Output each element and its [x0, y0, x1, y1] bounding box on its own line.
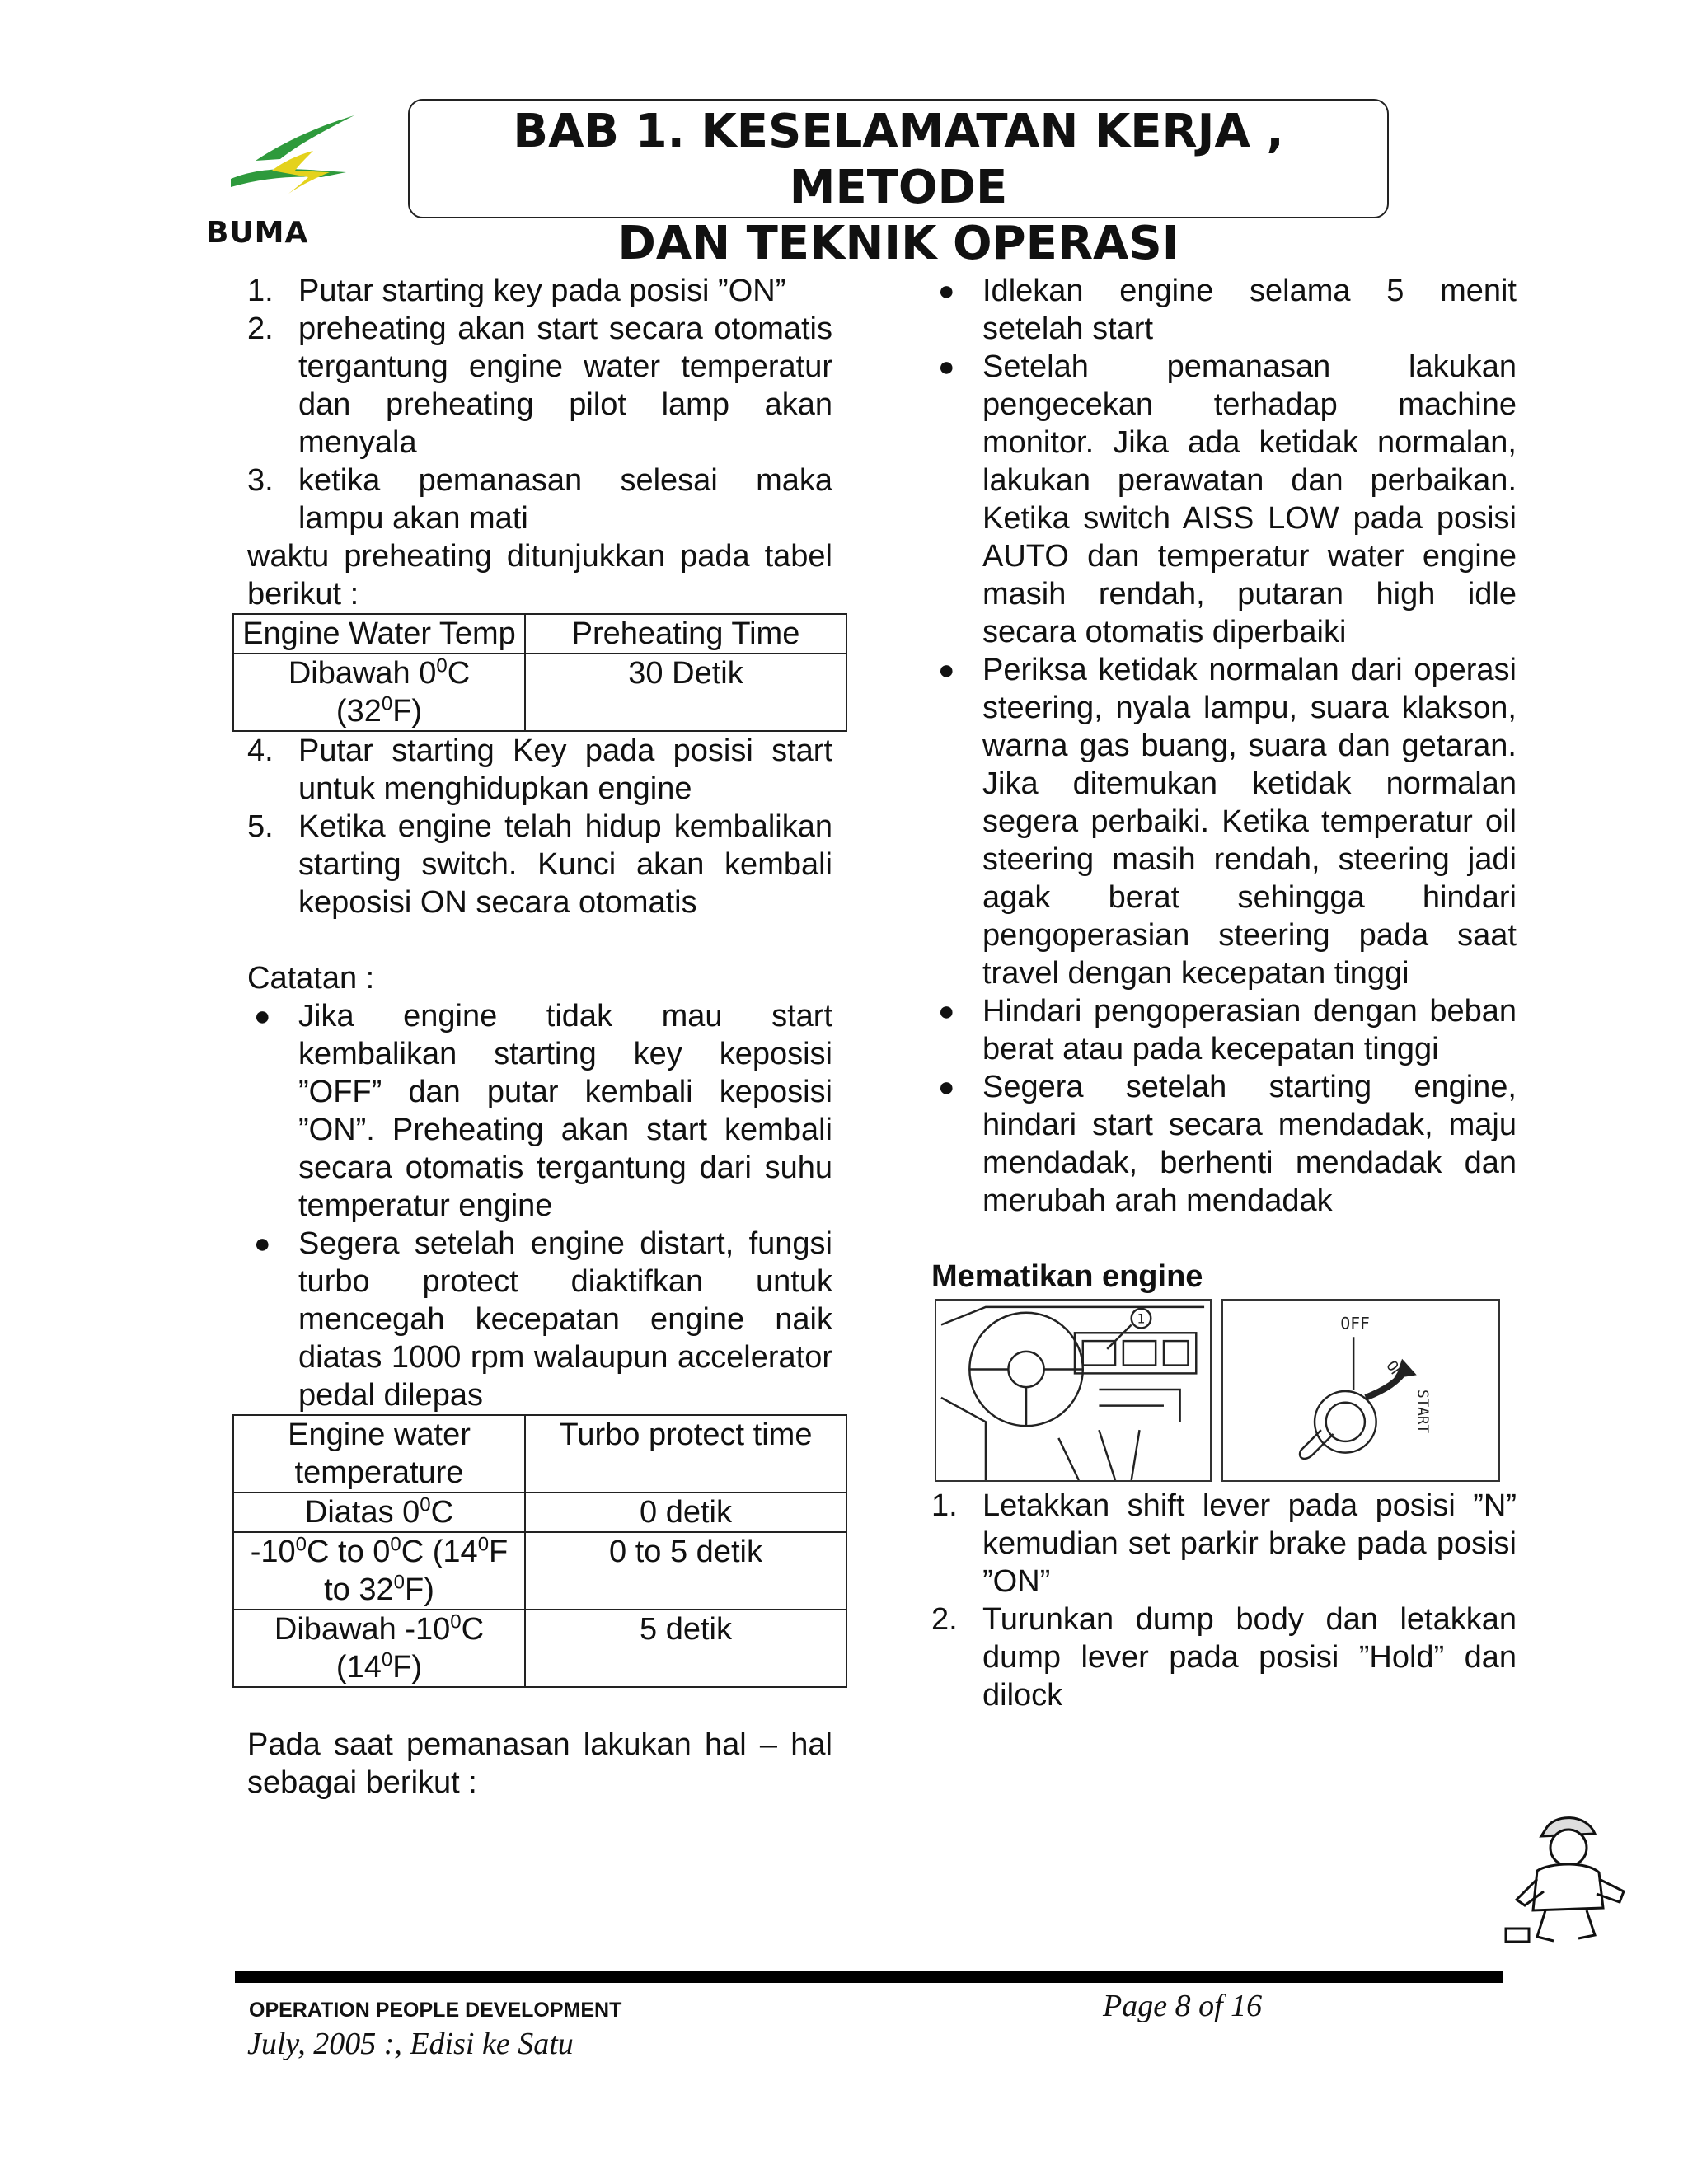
step-text: Letakkan shift lever pada posisi ”N” kemudian set parkir brake pada posisi ”ON” [982, 1488, 1517, 1599]
table-cell: 0 detik [525, 1493, 846, 1532]
bullet-icon: ● [254, 1228, 271, 1259]
right-column [931, 272, 1517, 1714]
table-cell: 30 Detik [525, 654, 846, 731]
step-text: ketika pemanasan selesai maka lampu akan mati [298, 463, 832, 536]
step-number: 2. [247, 312, 274, 346]
bullet-text: Hindari pengoperasian dengan beban berat atau pada kecepatan tinggi [982, 994, 1517, 1066]
bullet-text: Periksa ketidak normalan dari operasi steering, nyala lampu, suara klakson, warna gas buang, suara dan getaran. Jika ditemukan ketidak normalan segera perbaiki. Ketika temperatur oil steering masih rendah, steering jadi agak berat sehingga hindari pengoperasian steering pada saat travel dengan kecepatan tinggi [982, 653, 1517, 991]
step-number: 1. [247, 274, 274, 308]
step-item [931, 1487, 1517, 1601]
brand-name: BUMA [206, 216, 309, 250]
bullet-text: Idlekan engine selama 5 menit setelah start [982, 274, 1517, 346]
bullet-item [931, 992, 1517, 1068]
chapter-title-line-1: BAB 1. KESELAMATAN KERJA , METODE [513, 105, 1284, 214]
note-label: Catatan : [247, 961, 375, 996]
table-header-cell: Engine Water Temp [233, 614, 525, 654]
step-text: Putar starting Key pada posisi start untuk menghidupkan engine [298, 733, 832, 806]
table-header-row [233, 1415, 846, 1493]
note-text: Segera setelah engine distart, fungsi turbo protect diaktifkan untuk mencegah kecepatan engine naik diatas 1000 rpm walaupun accelerator pedal dilepas [298, 1226, 832, 1413]
footer-org: OPERATION PEOPLE DEVELOPMENT [249, 1999, 622, 2022]
left-column [242, 272, 832, 1802]
bullet-item [931, 272, 1517, 348]
step-text: Putar starting key pada posisi ”ON” [298, 274, 786, 308]
step-number: 2. [931, 1602, 958, 1637]
dashboard-illustration-icon [935, 1299, 1212, 1482]
bullet-text: Segera setelah starting engine, hindari start secara mendadak, maju mendadak, berhenti mendadak dan merubah arah mendadak [982, 1070, 1517, 1218]
step-text: Ketika engine telah hidup kembalikan starting switch. Kunci akan kembali keposisi ON secara otomatis [298, 809, 832, 920]
table-header-cell: Turbo protect time [525, 1415, 846, 1493]
buma-logo-icon [223, 111, 363, 202]
bullet-item [931, 348, 1517, 651]
table-cell: 0 to 5 detik [525, 1532, 846, 1610]
section-title: Mematikan engine [931, 1259, 1203, 1294]
switch-on-label: ON [1382, 1357, 1406, 1382]
table-row [233, 1610, 846, 1687]
table-row [233, 1532, 846, 1610]
step-text: Turunkan dump body dan letakkan dump lever pada posisi ”Hold” dan dilock [982, 1602, 1517, 1713]
step-item [931, 1601, 1517, 1714]
table-cell: 5 detik [525, 1610, 846, 1687]
table-header-row [233, 614, 846, 654]
step-text: preheating akan start secara otomatis tergantung engine water temperatur dan preheating pilot lamp akan menyala [298, 312, 832, 460]
closing-text: Pada saat pemanasan lakukan hal – hal sebagai berikut : [247, 1727, 832, 1800]
worker-mascot-icon [1504, 1813, 1628, 1953]
table-intro: waktu preheating ditunjukkan pada tabel berikut : [247, 539, 832, 612]
table-cell: Dibawah $0^0C$ $(32^0F)$ [233, 654, 525, 731]
table-row [233, 1493, 846, 1532]
figure-callout: 1 [1137, 1310, 1146, 1327]
preheating-table [232, 613, 847, 732]
bullet-icon: ● [938, 996, 955, 1027]
footer-rule [235, 1971, 1503, 1983]
bullet-item [931, 651, 1517, 992]
table-cell: Diatas $0^0C$ [233, 1493, 525, 1532]
turbo-protect-table [232, 1414, 847, 1688]
bullet-item [931, 1068, 1517, 1220]
table-cell: Dibawah $-10^0C$ $(14^0F)$ [233, 1610, 525, 1687]
step-number: 1. [931, 1488, 958, 1523]
figure-group [931, 1299, 1517, 1487]
bullet-text: Setelah pemanasan lakukan pengecekan terhadap machine monitor. Jika ada ketidak normalan, lakukan perawatan dan perbaikan. Ketika switch AISS LOW pada posisi AUTO dan temperatur water engine masih rendah, putaran high idle secara otomatis diperbaiki [982, 349, 1517, 649]
table-header-cell: Engine water temperature [233, 1415, 525, 1493]
step-item [247, 272, 832, 310]
step-item [247, 310, 832, 462]
bullet-icon: ● [938, 654, 955, 686]
chapter-title-box [408, 99, 1389, 270]
step-item [247, 732, 832, 808]
starting-switch-illustration-icon [1221, 1299, 1500, 1482]
bullet-icon: ● [938, 275, 955, 307]
note-item [247, 997, 832, 1225]
note-text: Jika engine tidak mau start kembalikan starting key keposisi ”OFF” dan putar kembali keposisi ”ON”. Preheating akan start kembali secara otomatis tergantung dari suhu temperatur engine [298, 999, 832, 1223]
switch-off-label: OFF [1340, 1314, 1370, 1333]
table-row [233, 654, 846, 731]
bullet-icon: ● [254, 1001, 271, 1032]
step-item [247, 462, 832, 537]
chapter-title-line-2: DAN TEKNIK OPERASI [617, 217, 1179, 270]
step-item [247, 808, 832, 921]
step-number: 4. [247, 733, 274, 768]
step-number: 3. [247, 463, 274, 498]
bullet-icon: ● [938, 1071, 955, 1103]
step-number: 5. [247, 809, 274, 844]
table-cell: $-10^0C$ to $0^0C$ ($14^0F$ to $32^0F$) [233, 1532, 525, 1610]
page-number: Page 8 of 16 [1103, 1989, 1263, 2023]
table-header-cell: Preheating Time [525, 614, 846, 654]
switch-start-label: START [1414, 1390, 1431, 1434]
note-item [247, 1225, 832, 1414]
bullet-icon: ● [938, 351, 955, 382]
footer-date: July, 2005 :, Edisi ke Satu [247, 2027, 574, 2061]
